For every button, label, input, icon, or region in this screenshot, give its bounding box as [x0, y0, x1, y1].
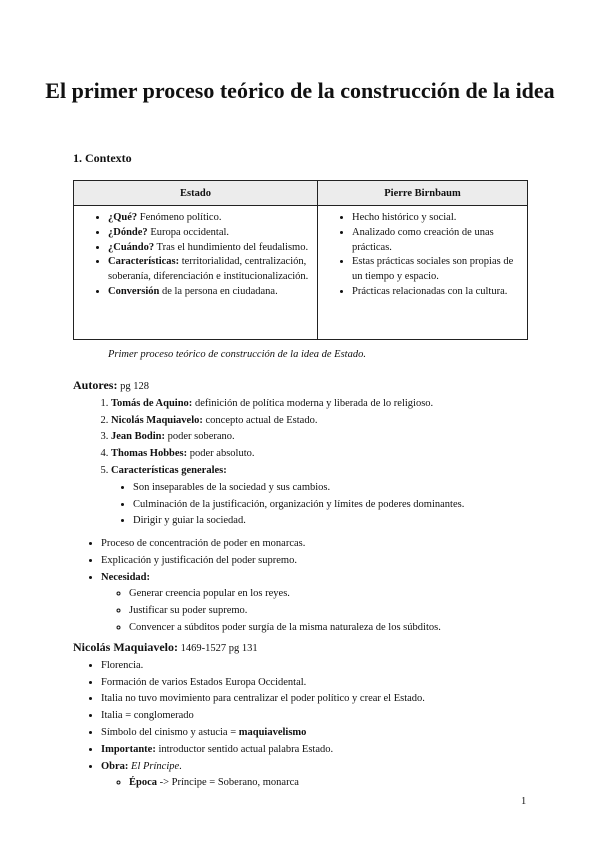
- list-item: • Italia = conglomerado: [101, 708, 425, 725]
- list-item: • Explicación y justificación del poder supremo.: [101, 553, 441, 570]
- general-characteristics-list: [111, 480, 464, 530]
- list-item: • Proceso de concentración de poder en monarcas.: [101, 536, 441, 553]
- list-item: • Hecho histórico y social.: [352, 211, 519, 226]
- list-item: • Culminación de la justificación, organización y límites de poderes dominantes.: [133, 497, 464, 514]
- work-sub-list: [101, 775, 425, 792]
- necessity-list: [101, 586, 441, 636]
- page-title: El primer proceso teórico de la construcción de la idea: [45, 78, 555, 103]
- list-item: • ¿Qué? Fenómeno político.: [108, 211, 309, 226]
- list-item: • Estas prácticas sociales son propias de un tiempo y espacio.: [352, 255, 519, 285]
- list-item: ◦ Época -> Príncipe = Soberano, monarca: [129, 775, 425, 792]
- page-number: 1: [521, 796, 527, 807]
- list-item: ◦ Convencer a súbditos poder surgía de la misma naturaleza de los súbditos.: [129, 620, 441, 637]
- list-item: • Son inseparables de la sociedad y sus cambios.: [133, 480, 464, 497]
- power-list: [73, 536, 441, 637]
- list-item: • Italia no tuvo movimiento para centralizar el poder político y crear el Estado.: [101, 691, 425, 708]
- maquiavelo-heading: Nicolás Maquiavelo: 1469-1527 pg 131: [73, 640, 258, 654]
- table-cell-estado: [74, 206, 318, 340]
- power-section: [73, 536, 441, 637]
- list-item: • Conversión de la persona en ciudadana.: [108, 285, 309, 300]
- list-item: 5. Características generales: • Son inseparables de la sociedad y sus cambios. • Culminación de la justificación, organización y límites de poderes dominantes. • Dirigir y guiar la sociedad.: [111, 463, 464, 530]
- authors-list: [73, 396, 464, 530]
- list-item: • Prácticas relacionadas con la cultura.: [352, 285, 519, 300]
- list-item: 2. Nicolás Maquiavelo: concepto actual de Estado.: [111, 413, 464, 430]
- table-caption: Primer proceso teórico de construcción de la idea de Estado.: [108, 349, 366, 360]
- context-table: [73, 180, 528, 340]
- list-item: • ¿Dónde? Europa occidental.: [108, 226, 309, 241]
- list-item: • Formación de varios Estados Europa Occidental.: [101, 675, 425, 692]
- table-cell-birnbaum: [318, 206, 528, 340]
- list-item: • Características: territorialidad, centralización, soberanía, diferenciación e institucionalización.: [108, 255, 309, 285]
- list-item: • Obra: El Príncipe. ◦ Época -> Príncipe = Soberano, monarca: [101, 759, 425, 793]
- list-item: 4. Thomas Hobbes: poder absoluto.: [111, 446, 464, 463]
- list-item: • Necesidad: ◦ Generar creencia popular en los reyes. ◦ Justificar su poder supremo. ◦ Convencer a súbditos poder surgía de la misma naturaleza de los súbditos.: [101, 570, 441, 637]
- list-item: • Símbolo del cinismo y astucia = maquiavelismo: [101, 725, 425, 742]
- list-item: ◦ Justificar su poder supremo.: [129, 603, 441, 620]
- list-item: 1. Tomás de Aquino: definición de política moderna y liberada de lo religioso.: [111, 396, 464, 413]
- maquiavelo-section: [73, 639, 425, 792]
- authors-section: [73, 377, 464, 530]
- list-item: ◦ Generar creencia popular en los reyes.: [129, 586, 441, 603]
- table-header-birnbaum: Pierre Birnbaum: [318, 181, 528, 206]
- list-item: • ¿Cuándo? Tras el hundimiento del feudalismo.: [108, 241, 309, 256]
- list-item: • Dirigir y guiar la sociedad.: [133, 513, 464, 530]
- list-item: • Analizado como creación de unas prácticas.: [352, 226, 519, 256]
- list-item: • Importante: introductor sentido actual palabra Estado.: [101, 742, 425, 759]
- list-item: 3. Jean Bodin: poder soberano.: [111, 429, 464, 446]
- section-heading-context: 1. Contexto: [73, 151, 132, 165]
- list-item: • Florencia.: [101, 658, 425, 675]
- authors-heading: Autores: pg 128: [73, 378, 149, 392]
- table-header-estado: Estado: [74, 181, 318, 206]
- maquiavelo-list: [73, 658, 425, 792]
